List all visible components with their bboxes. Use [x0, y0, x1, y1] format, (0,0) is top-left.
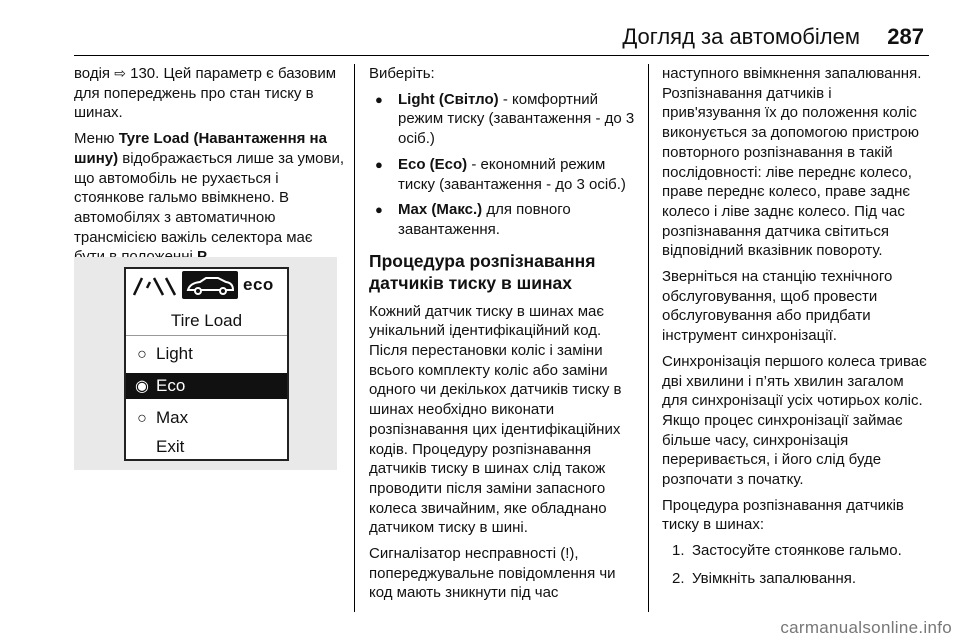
column-3 — [662, 64, 932, 597]
radio-icon: ○ — [137, 410, 147, 427]
list-item: ● Light (Світло) - комфортний режим тиску (завантаження - до 3 осіб.) — [369, 90, 637, 149]
column-divider — [648, 64, 649, 612]
column-2 — [369, 64, 637, 609]
mode-bar — [126, 269, 287, 303]
list-item: 1. Застосуйте стоянкове гальмо. — [672, 542, 902, 560]
paragraph: Синхронізація першого колеса триває дві хвилини і п’ять хвилин загалом для синхронізації усіх чотирьох коліс. Якщо процес синхронізації займає більше часу, синхронізація переривається, і його слід буде розпочати з початку. — [662, 352, 927, 489]
tire-load-display-illustration — [74, 257, 337, 470]
display-screen — [124, 267, 289, 461]
column-divider — [354, 64, 355, 612]
road-mode-icon — [130, 275, 178, 297]
step-list — [662, 541, 932, 588]
menu-title: Tire Load — [170, 311, 243, 330]
section-heading: Процедура розпізнавання датчиків тиску в шинах — [369, 250, 596, 293]
menu-item-exit: Exit — [156, 437, 185, 456]
paragraph: водія ⇨ 130. Цей параметр є базовим для попереджень про стан тиску в шинах. — [74, 65, 337, 122]
header-rule — [74, 55, 929, 56]
paragraph: Кожний датчик тиску в шинах має унікальний ідентифікаційний код. Після перестановки коліс і заміни всього комплекту коліс або заміни одного чи декількох датчиків тиску в шинах необхідно виконати розпізнавання цих ідентифікаційних кодів. Процедуру розпізнавання датчиків тиску в шинах слід також проводити після заміни запасного колеса звичайним, яке обладнано датчиком тиску в шині. — [369, 302, 622, 537]
list-item: ● Max (Макс.) для повного завантаження. — [369, 200, 637, 239]
watermark: carmanualsonline.info — [780, 618, 952, 637]
list-item: 2. Увімкніть запалювання. — [672, 569, 857, 587]
menu-item-light: ○ Light — [134, 341, 279, 367]
paragraph: Сигналізатор несправності (!), попереджувальне повідомлення чи код мають зникнути під час — [369, 545, 616, 602]
eco-mode-label: eco — [243, 275, 274, 294]
column-1 — [74, 64, 346, 273]
paragraph: Меню Tyre Load (Навантаження на шину) відображається лише за умови, що автомобіль не рухається і стоянкове гальмо ввімкнено. В автомобілях з автоматичною трансмісією важіль селектора має — [74, 130, 345, 246]
page-title: Догляд за автомобілем — [622, 24, 860, 49]
radio-icon: ○ — [137, 346, 147, 363]
page-number: 287 — [887, 24, 924, 49]
paragraph: Зверніться на станцію технічного обслуговування, щоб провести обслуговування або придбати інструмент синхронізації. — [662, 268, 893, 345]
paragraph: Виберіть: — [369, 65, 435, 82]
menu-divider — [126, 335, 287, 336]
paragraph: Процедура розпізнавання датчиків тиску в шинах: — [662, 496, 904, 534]
tire-pressure-warning-icon: (!) — [560, 545, 575, 563]
option-list — [369, 90, 637, 240]
list-item: ● Eco (Eco) - економний режим тиску (завантаження - до 3 осіб.) — [369, 155, 637, 194]
car-mode-icon — [182, 271, 238, 299]
paragraph: наступного ввімкнення запалювання. Розпізнавання датчиків і прив'язування їх до положення коліс виконується за допомогою пристрою повторного розпізнавання в такій послідовності: ліве переднє колесо, праве переднє колесо, праве заднє колесо і ліве заднє колесо. Під час розпізнавання датчика світиться відповідний вказівник повороту. — [662, 65, 922, 260]
menu-item-eco: ◉ Eco — [126, 373, 287, 399]
page-header — [0, 0, 960, 58]
arrow-ref-icon: ⇨ — [114, 65, 126, 81]
menu-item-max: ○ Max — [134, 405, 279, 431]
radio-selected-icon: ◉ — [135, 378, 149, 395]
